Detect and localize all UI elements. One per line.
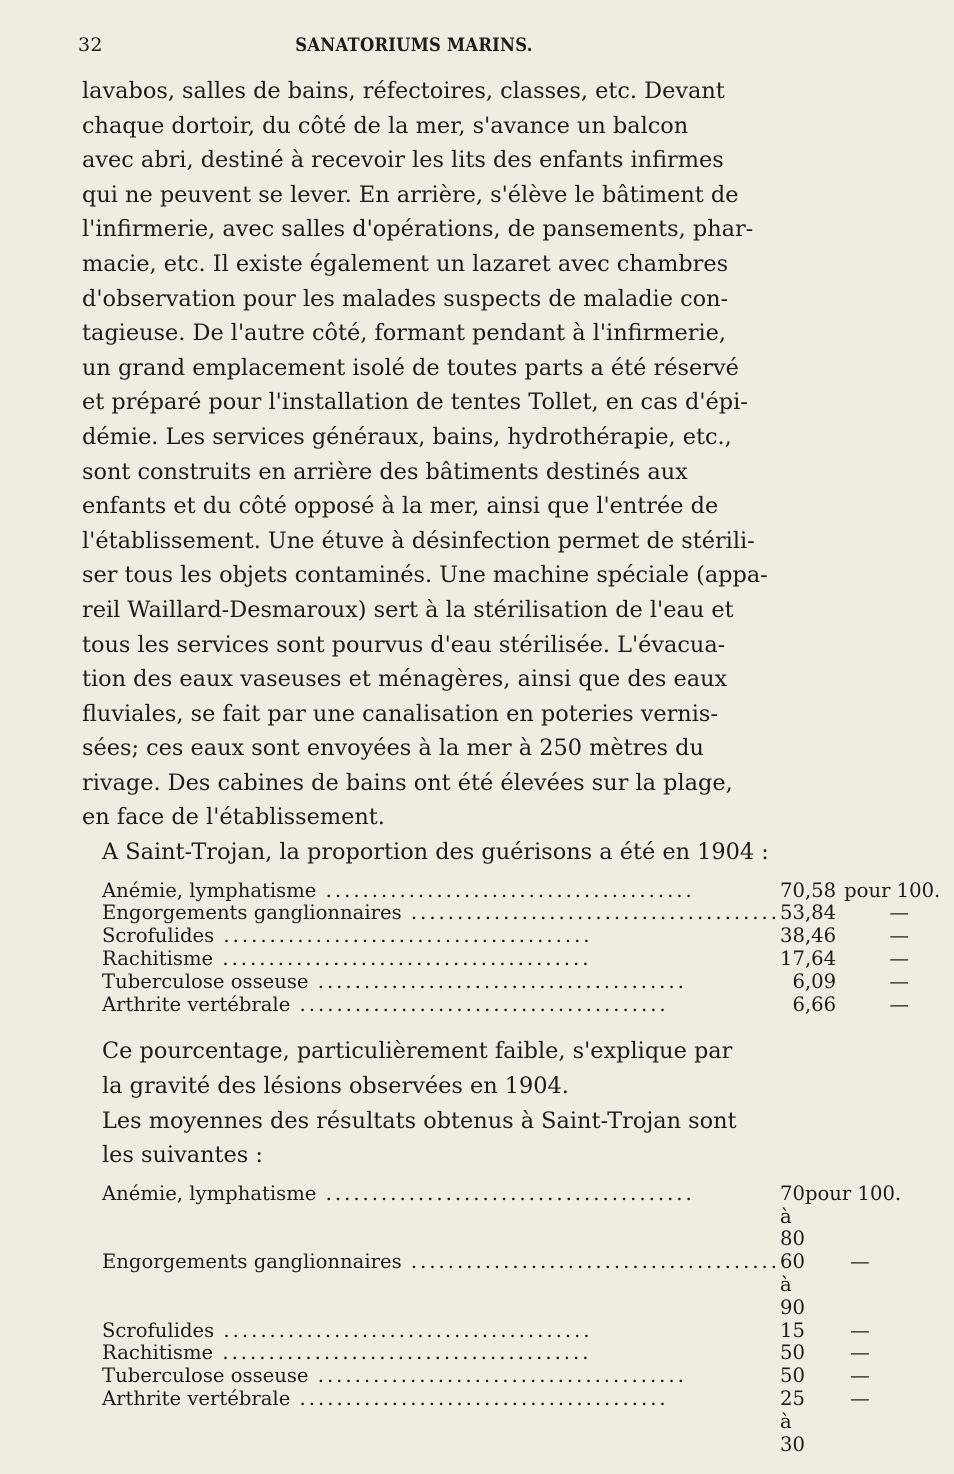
row-unit: — — [850, 1364, 870, 1388]
text-line: A Saint-Trojan, la proportion des guérisons a été en 1904 : — [102, 839, 769, 866]
row-label: Anémie, lymphatisme — [102, 1181, 317, 1205]
text-line: l'infirmerie, avec salles d'opérations, de pansements, phar- — [82, 216, 754, 243]
row-unit: — — [889, 992, 909, 1016]
table-row — [102, 1365, 915, 1388]
text-line: rivage. Des cabines de bains ont été élevées sur la plage, — [82, 769, 733, 796]
row-value: 6,09 — [792, 969, 837, 993]
row-label: Engorgements ganglionnaires — [102, 901, 402, 925]
row-value: 70 à 80 — [780, 1181, 805, 1251]
leader-dots: ........................................ — [308, 969, 687, 993]
row-value: 25 à 30 — [780, 1386, 805, 1456]
text-line: macie, etc. Il existe également un lazaret avec chambres — [82, 250, 729, 277]
text-line: ser tous les objets contaminés. Une machine spéciale (appa- — [82, 562, 768, 589]
row-unit: — — [850, 1386, 870, 1410]
text-line: avec abri, destiné à recevoir les lits des enfants infirmes — [82, 147, 724, 174]
text-line: sont construits en arrière des bâtiments destinés aux — [82, 458, 688, 485]
paragraph-averages-intro — [82, 1104, 748, 1173]
paragraph-percentage-note — [82, 1034, 748, 1103]
row-unit: — — [850, 1341, 870, 1365]
row-label: Scrofulides — [102, 924, 215, 948]
leader-dots: ........................................ — [308, 1364, 687, 1388]
row-label: Rachitisme — [102, 947, 214, 971]
row-value: 50 — [780, 1364, 805, 1388]
row-label: Tuberculose osseuse — [102, 1364, 309, 1388]
table-row — [102, 902, 954, 925]
text-line: les suivantes : — [102, 1142, 263, 1169]
leader-dots: ........................................ — [214, 1318, 593, 1342]
leader-dots: ........................................ — [213, 947, 592, 971]
text-line: la gravité des lésions observées en 1904. — [102, 1073, 569, 1100]
text-line: chaque dortoir, du côté de la mer, s'avance un balcon — [82, 112, 689, 139]
leader-dots: ........................................ — [290, 992, 669, 1016]
leader-dots: ........................................ — [213, 1341, 592, 1365]
row-label: Arthrite vertébrale — [102, 1386, 291, 1410]
row-unit: — — [889, 969, 909, 993]
table-row — [102, 925, 954, 948]
text-line: fluviales, se fait par une canalisation en poteries vernis- — [82, 700, 718, 727]
text-line: Les moyennes des résultats obtenus à Saint-Trojan sont — [102, 1107, 737, 1134]
row-value: 6,66 — [792, 992, 837, 1016]
table-row — [102, 1251, 915, 1319]
text-line: en face de l'établissement. — [82, 804, 385, 831]
running-title: SANATORIUMS MARINS. — [295, 34, 533, 56]
text-line: l'établissement. Une étuve à désinfection permet de stérili- — [82, 527, 755, 554]
row-unit: pour 100. — [844, 878, 941, 902]
row-value: 15 — [780, 1318, 805, 1342]
table-row — [102, 1388, 915, 1456]
row-unit: — — [850, 1250, 870, 1274]
row-unit: pour 100. — [804, 1181, 902, 1205]
leader-dots: ........................................ — [290, 1386, 669, 1410]
page-body — [82, 74, 941, 1474]
text-line: d'observation pour les malades suspects de maladie con- — [82, 285, 729, 312]
text-line: et préparé pour l'installation de tentes Tollet, en cas d'épi- — [82, 389, 748, 416]
row-label: Tuberculose osseuse — [102, 969, 309, 993]
text-line: tion des eaux vaseuses et ménagères, ainsi que des eaux — [82, 666, 728, 693]
table-row — [102, 994, 954, 1017]
row-value: 50 — [780, 1341, 805, 1365]
row-unit: — — [889, 947, 909, 971]
table-row — [102, 971, 954, 994]
table-row — [102, 1320, 915, 1343]
paragraph-intro-1904 — [82, 835, 769, 870]
row-label: Arthrite vertébrale — [102, 992, 291, 1016]
text-line: reil Waillard-Desmaroux) sert à la stérilisation de l'eau et — [82, 596, 734, 623]
text-line: sées; ces eaux sont envoyées à la mer à 250 mètres du — [82, 735, 704, 762]
row-label: Rachitisme — [102, 1341, 214, 1365]
table-1904-results — [102, 880, 954, 1017]
table-average-results — [102, 1183, 915, 1457]
text-line: qui ne peuvent se lever. En arrière, s'élève le bâtiment de — [82, 181, 739, 208]
leader-dots: ........................................ — [214, 924, 593, 948]
text-line: Ce pourcentage, particulièrement faible, s'explique par — [102, 1038, 733, 1065]
table-row — [102, 880, 954, 903]
row-value: 70,58 — [780, 878, 837, 902]
row-value: 38,46 — [780, 924, 837, 948]
row-value: 60 à 90 — [780, 1250, 805, 1319]
text-line: lavabos, salles de bains, réfectoires, classes, etc. Devant — [82, 78, 725, 104]
row-value: 53,84 — [780, 901, 837, 925]
leader-dots: ........................................ — [401, 901, 781, 925]
table-row — [102, 948, 954, 971]
paragraph-main — [82, 74, 768, 835]
text-line: tagieuse. De l'autre côté, formant pendant à l'infirmerie, — [82, 320, 726, 347]
page-number: 32 — [78, 34, 103, 56]
row-value: 17,64 — [780, 947, 837, 971]
text-line: démie. Les services généraux, bains, hydrothérapie, etc., — [82, 423, 732, 450]
text-line: un grand emplacement isolé de toutes parts a été réservé — [82, 354, 739, 381]
text-line: tous les services sont pourvus d'eau stérilisée. L'évacua- — [82, 631, 726, 658]
row-label: Engorgements ganglionnaires — [102, 1250, 402, 1274]
row-unit: — — [889, 901, 909, 925]
leader-dots: ........................................ — [316, 878, 695, 902]
row-label: Anémie, lymphatisme — [102, 878, 317, 902]
table-row — [102, 1342, 915, 1365]
leader-dots: ........................................ — [401, 1250, 781, 1274]
row-label: Scrofulides — [102, 1318, 215, 1342]
table-row — [102, 1183, 915, 1251]
page-header — [78, 34, 750, 60]
leader-dots: ........................................ — [316, 1181, 695, 1205]
text-line: enfants et du côté opposé à la mer, ainsi que l'entrée de — [82, 493, 719, 520]
row-unit: — — [889, 924, 909, 948]
row-unit: — — [850, 1318, 870, 1342]
